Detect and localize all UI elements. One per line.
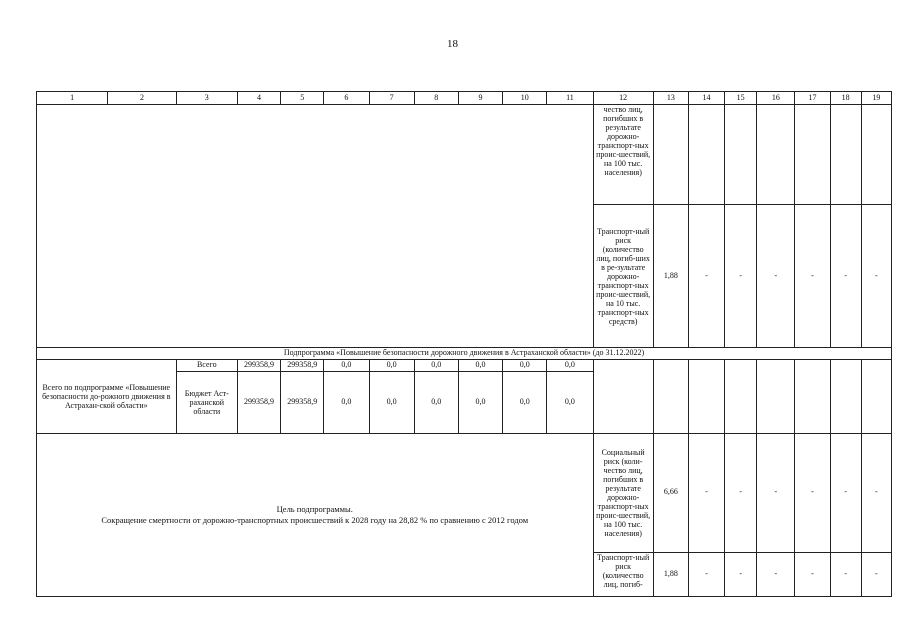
goal-row <box>37 433 892 552</box>
goal-cell <box>37 433 594 596</box>
col-header: 17 <box>795 92 830 105</box>
dash-cell: - <box>830 552 861 596</box>
dash-cell: - <box>795 433 830 552</box>
col-header: 8 <box>414 92 458 105</box>
amount-cell: 0,0 <box>547 371 593 433</box>
dash-cell: - <box>757 205 795 348</box>
empty-span-cell <box>37 105 594 348</box>
budget-table <box>36 91 892 597</box>
col-header: 18 <box>830 92 861 105</box>
col-header: 13 <box>653 92 688 105</box>
amount-cell: 299358,9 <box>237 359 280 371</box>
indicator-cell <box>593 359 653 433</box>
source-cell: Бюджет Аст-раханской области <box>176 371 237 433</box>
table-row <box>37 105 892 205</box>
col-header: 16 <box>757 92 795 105</box>
dash-cell: - <box>861 433 891 552</box>
dash-cell: - <box>688 552 724 596</box>
col-header: 3 <box>176 92 237 105</box>
value-cell <box>688 105 724 205</box>
col-header: 2 <box>108 92 176 105</box>
value-cell: 1,88 <box>653 552 688 596</box>
dash-cell: - <box>795 552 830 596</box>
subprogram-title: Подпрограмма «Повышение безопасности дорожного движения в Астраханской области» (до 31.12.2022) <box>37 348 892 360</box>
amount-cell: 299358,9 <box>281 359 324 371</box>
amount-cell: 0,0 <box>503 371 547 433</box>
amount-cell: 0,0 <box>458 371 502 433</box>
indicator-cell: Социальный риск (коли-чество лиц, погибших в результате дорожно-транспорт-ных проис-шествий, на 100 тыс. населения) <box>593 433 653 552</box>
indicator-cell: Транспорт-ный риск (количество лиц, погиб-ших в ре-зультате дорожно-транспорт-ных проис-шествий, на 10 тыс. транспорт-ных средств) <box>593 205 653 348</box>
dash-cell: - <box>861 552 891 596</box>
dash-cell: - <box>725 205 757 348</box>
dash-cell: - <box>830 205 861 348</box>
dash-cell: - <box>688 205 724 348</box>
col-header: 19 <box>861 92 891 105</box>
value-cell <box>688 359 724 433</box>
value-cell <box>795 105 830 205</box>
value-cell <box>653 359 688 433</box>
total-label: Всего по подпрограмме «Повышение безопасности до-рожного движения в Астрахан-ской области» <box>37 359 177 433</box>
indicator-cell: чество лиц, погибших в результате дорожно-транспорт-ных проис-шествий, на 100 тыс. населения) <box>593 105 653 205</box>
col-header: 12 <box>593 92 653 105</box>
col-header: 9 <box>458 92 502 105</box>
value-cell <box>653 105 688 205</box>
dash-cell: - <box>861 205 891 348</box>
dash-cell: - <box>688 433 724 552</box>
col-header: 6 <box>324 92 369 105</box>
amount-cell: 0,0 <box>369 359 414 371</box>
amount-cell: 0,0 <box>414 371 458 433</box>
dash-cell: - <box>757 552 795 596</box>
col-header: 11 <box>547 92 593 105</box>
amount-cell: 0,0 <box>324 359 369 371</box>
goal-text: Сокращение смертности от дорожно-транспортных происшествий к 2028 году на 28,82 % по сравнению с 2012 годом <box>101 514 529 525</box>
value-cell <box>795 359 830 433</box>
col-header: 14 <box>688 92 724 105</box>
col-header: 10 <box>503 92 547 105</box>
value-cell <box>861 359 891 433</box>
value-cell <box>725 359 757 433</box>
dash-cell: - <box>795 205 830 348</box>
value-cell <box>830 359 861 433</box>
amount-cell: 299358,9 <box>281 371 324 433</box>
amount-cell: 0,0 <box>414 359 458 371</box>
source-cell: Всего <box>176 359 237 371</box>
col-header: 15 <box>725 92 757 105</box>
value-cell <box>757 105 795 205</box>
value-cell <box>757 359 795 433</box>
total-row-all <box>37 359 892 371</box>
dash-cell: - <box>757 433 795 552</box>
amount-cell: 0,0 <box>547 359 593 371</box>
amount-cell: 0,0 <box>369 371 414 433</box>
amount-cell: 0,0 <box>503 359 547 371</box>
dash-cell: - <box>725 433 757 552</box>
indicator-cell: Транспорт-ный риск (количество лиц, погиб- <box>593 552 653 596</box>
amount-cell: 299358,9 <box>237 371 280 433</box>
col-header: 1 <box>37 92 108 105</box>
value-cell: 6,66 <box>653 433 688 552</box>
dash-cell: - <box>725 552 757 596</box>
goal-heading: Цель подпрограммы. <box>276 503 353 514</box>
amount-cell: 0,0 <box>458 359 502 371</box>
value-cell: 1,88 <box>653 205 688 348</box>
col-header: 4 <box>237 92 280 105</box>
dash-cell: - <box>830 433 861 552</box>
subprogram-title-row <box>37 348 892 360</box>
value-cell <box>725 105 757 205</box>
col-header: 7 <box>369 92 414 105</box>
col-header: 5 <box>281 92 324 105</box>
header-row <box>37 92 892 105</box>
page-number: 18 <box>447 38 458 50</box>
value-cell <box>861 105 891 205</box>
amount-cell: 0,0 <box>324 371 369 433</box>
value-cell <box>830 105 861 205</box>
